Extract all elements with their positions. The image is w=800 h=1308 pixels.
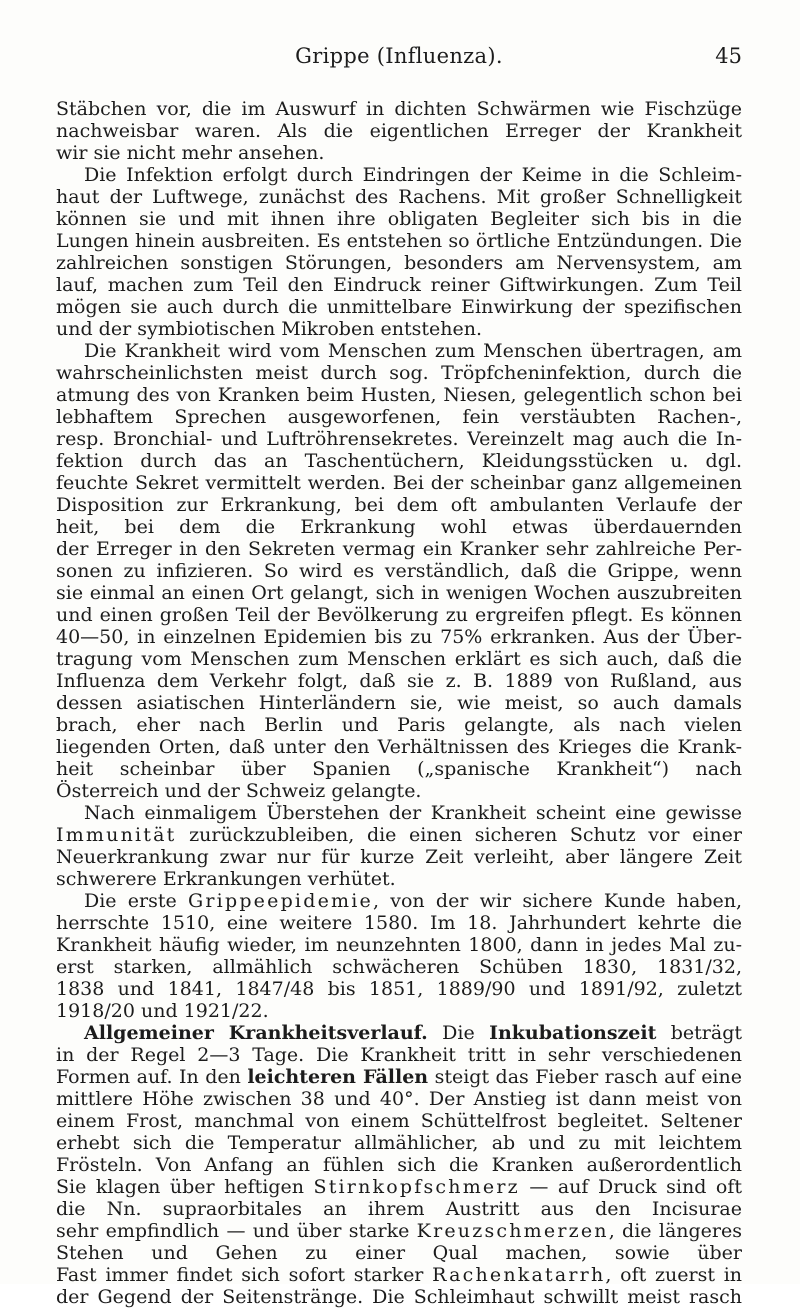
text-line: Frösteln. Von Anfang an fühlen sich die Kranken außerordentlich bbox=[56, 1154, 742, 1176]
text-line: Österreich und der Schweiz gelangte. bbox=[56, 780, 422, 802]
text-line bbox=[56, 890, 742, 912]
text-line: lauf, machen zum Teil den Eindruck reiner Giftwirkungen. Zum Teil bbox=[56, 274, 742, 296]
text-line: lebhaftem Sprechen ausgeworfenen, fein verstäubten Rachen-, bbox=[56, 406, 742, 428]
text-line: herrschte 1510, eine weitere 1580. Im 18. Jahrhundert kehrte die bbox=[56, 912, 742, 934]
page-number: 45 bbox=[715, 44, 742, 68]
text-line: sie einmal an einen Ort gelangt, sich in wenigen Wochen auszubreiten bbox=[56, 582, 742, 604]
text-fragment: Fast immer findet sich sofort starker bbox=[56, 1264, 433, 1286]
text-line: Stehen und Gehen zu einer Qual machen, sowie über bbox=[56, 1242, 742, 1264]
text-line: wahrscheinlichsten meist durch sog. Tröpfcheninfektion, durch die bbox=[56, 362, 742, 384]
text-line: dessen asiatischen Hinterländern sie, wie meist, so auch damals bbox=[56, 692, 742, 714]
body-text bbox=[56, 98, 742, 1308]
text-fragment: , von der wir sichere Kunde haben, bbox=[372, 890, 742, 912]
text-line bbox=[56, 1176, 742, 1198]
text-line: Influenza dem Verkehr folgt, daß sie z. B. 1889 von Rußland, aus bbox=[56, 670, 742, 692]
text-line: heit scheinbar über Spanien („spanische Krankheit“) nach bbox=[56, 758, 742, 780]
text-line: atmung des von Kranken beim Husten, Niesen, gelegentlich schon bei bbox=[56, 384, 742, 406]
text-line: fektion durch das an Taschentüchern, Kleidungsstücken u. dgl. bbox=[56, 450, 742, 472]
running-title: Grippe (Influenza). bbox=[295, 44, 503, 68]
text-line: mittlere Höhe zwischen 38 und 40°. Der Anstieg ist dann meist von bbox=[56, 1088, 742, 1110]
text-fragment: steigt das Fieber rasch auf eine bbox=[428, 1066, 742, 1088]
text-line: heit, bei dem die Erkrankung wohl etwas überdauernden bbox=[56, 516, 742, 538]
text-line: nachweisbar waren. Als die eigentlichen Erreger der Krankheit bbox=[56, 120, 742, 142]
text-line: schwerere Erkrankungen verhütet. bbox=[56, 868, 396, 890]
text-line: haut der Luftwege, zunächst des Rachens. Mit großer Schnelligkeit bbox=[56, 186, 742, 208]
text-line: brach, eher nach Berlin und Paris gelangte, als nach vielen bbox=[56, 714, 742, 736]
emphasis-bold: leichteren Fällen bbox=[247, 1066, 429, 1088]
text-line: 40—50, in einzelnen Epidemien bis zu 75% erkranken. Aus der Über- bbox=[56, 626, 742, 648]
text-line: sonen zu infizieren. So wird es verständlich, daß die Grippe, wenn bbox=[56, 560, 742, 582]
emphasis-bold: Inkubationszeit bbox=[489, 1022, 657, 1044]
text-fragment: , oft zuerst in bbox=[605, 1264, 742, 1286]
text-line: resp. Bronchial- und Luftröhrensekretes. Vereinzelt mag auch die In- bbox=[56, 428, 742, 450]
text-line: Disposition zur Erkrankung, bei dem oft ambulanten Verlaufe der bbox=[56, 494, 742, 516]
text-line: können sie und mit ihnen ihre obligaten Begleiter sich bis in die bbox=[56, 208, 742, 230]
text-line bbox=[56, 1220, 742, 1242]
emphasis-spaced: Immunität bbox=[56, 824, 177, 846]
text-line: 1918/20 und 1921/22. bbox=[56, 1000, 269, 1022]
text-line: und der symbiotischen Mikroben entstehen. bbox=[56, 318, 482, 340]
text-fragment: Sie klagen über heftigen bbox=[56, 1176, 314, 1198]
text-line bbox=[56, 824, 742, 846]
text-line: Nach einmaligem Überstehen der Krankheit scheint eine gewisse bbox=[84, 802, 742, 824]
text-line: 1838 und 1841, 1847/48 bis 1851, 1889/90 und 1891/92, zuletzt bbox=[56, 978, 742, 1000]
text-line: der Erreger in den Sekreten vermag ein Kranker sehr zahlreiche Per- bbox=[56, 538, 742, 560]
text-fragment: , die längeres bbox=[608, 1220, 742, 1242]
text-fragment: beträgt bbox=[656, 1022, 742, 1044]
text-fragment: Formen auf. In den bbox=[56, 1066, 248, 1088]
emphasis-spaced: Kreuzschmerzen bbox=[416, 1220, 609, 1242]
text-line bbox=[56, 1022, 742, 1044]
emphasis-spaced: Grippeepidemie bbox=[188, 890, 373, 912]
text-line: Krankheit häufig wieder, im neunzehnten 1800, dann in jedes Mal zu- bbox=[56, 934, 742, 956]
text-line bbox=[56, 1066, 742, 1088]
emphasis-spaced: Stirnkopfschmerz bbox=[313, 1176, 520, 1198]
text-line: Die Infektion erfolgt durch Eindringen der Keime in die Schleim- bbox=[84, 164, 742, 186]
text-line: erst starken, allmählich schwächeren Schüben 1830, 1831/32, bbox=[56, 956, 742, 978]
text-line: die Nn. supraorbitales an ihrem Austritt aus den Incisurae bbox=[56, 1198, 742, 1220]
text-line: mögen sie auch durch die unmittelbare Einwirkung der spezifischen bbox=[56, 296, 742, 318]
text-line: erhebt sich die Temperatur allmählicher, ab und zu mit leichtem bbox=[56, 1132, 742, 1154]
text-line: einem Frost, manchmal von einem Schüttelfrost begleitet. Seltener bbox=[56, 1110, 742, 1132]
text-line: Neuerkrankung zwar nur für kurze Zeit verleiht, aber längere Zeit bbox=[56, 846, 742, 868]
text-line bbox=[56, 1264, 742, 1286]
text-line: Stäbchen vor, die im Auswurf in dichten Schwärmen wie Fischzüge bbox=[56, 98, 742, 120]
text-line: zahlreichen sonstigen Störungen, besonders am Nervensystem, am bbox=[56, 252, 742, 274]
running-head bbox=[56, 44, 742, 74]
text-line: tragung vom Menschen zum Menschen erklärt es sich auch, daß die bbox=[56, 648, 742, 670]
text-fragment: Die bbox=[427, 1022, 490, 1044]
text-line: Lungen hinein ausbreiten. Es entstehen so örtliche Entzündungen. Die bbox=[56, 230, 742, 252]
text-fragment: Die erste bbox=[84, 890, 189, 912]
text-fragment: zurückzubleiben, die einen sicheren Schutz vor einer bbox=[176, 824, 742, 846]
text-line: liegenden Orten, daß unter den Verhältnissen des Krieges die Krank- bbox=[56, 736, 742, 758]
text-line: und einen großen Teil der Bevölkerung zu ergreifen pflegt. Es können bbox=[56, 604, 742, 626]
section-heading: Allgemeiner Krankheitsverlauf. bbox=[84, 1022, 428, 1044]
emphasis-spaced: Rachenkatarrh bbox=[432, 1264, 606, 1286]
text-line: der Gegend der Seitenstränge. Die Schleimhaut schwillt meist rasch bbox=[56, 1286, 742, 1308]
text-line: feuchte Sekret vermittelt werden. Bei der scheinbar ganz allgemeinen bbox=[56, 472, 742, 494]
text-fragment: — auf Druck sind oft bbox=[519, 1176, 742, 1198]
text-fragment: sehr empfindlich — und über starke bbox=[56, 1220, 417, 1242]
text-line: Die Krankheit wird vom Menschen zum Menschen übertragen, am bbox=[84, 340, 742, 362]
text-line: in der Regel 2—3 Tage. Die Krankheit tritt in sehr verschiedenen bbox=[56, 1044, 742, 1066]
text-line: wir sie nicht mehr ansehen. bbox=[56, 142, 325, 164]
